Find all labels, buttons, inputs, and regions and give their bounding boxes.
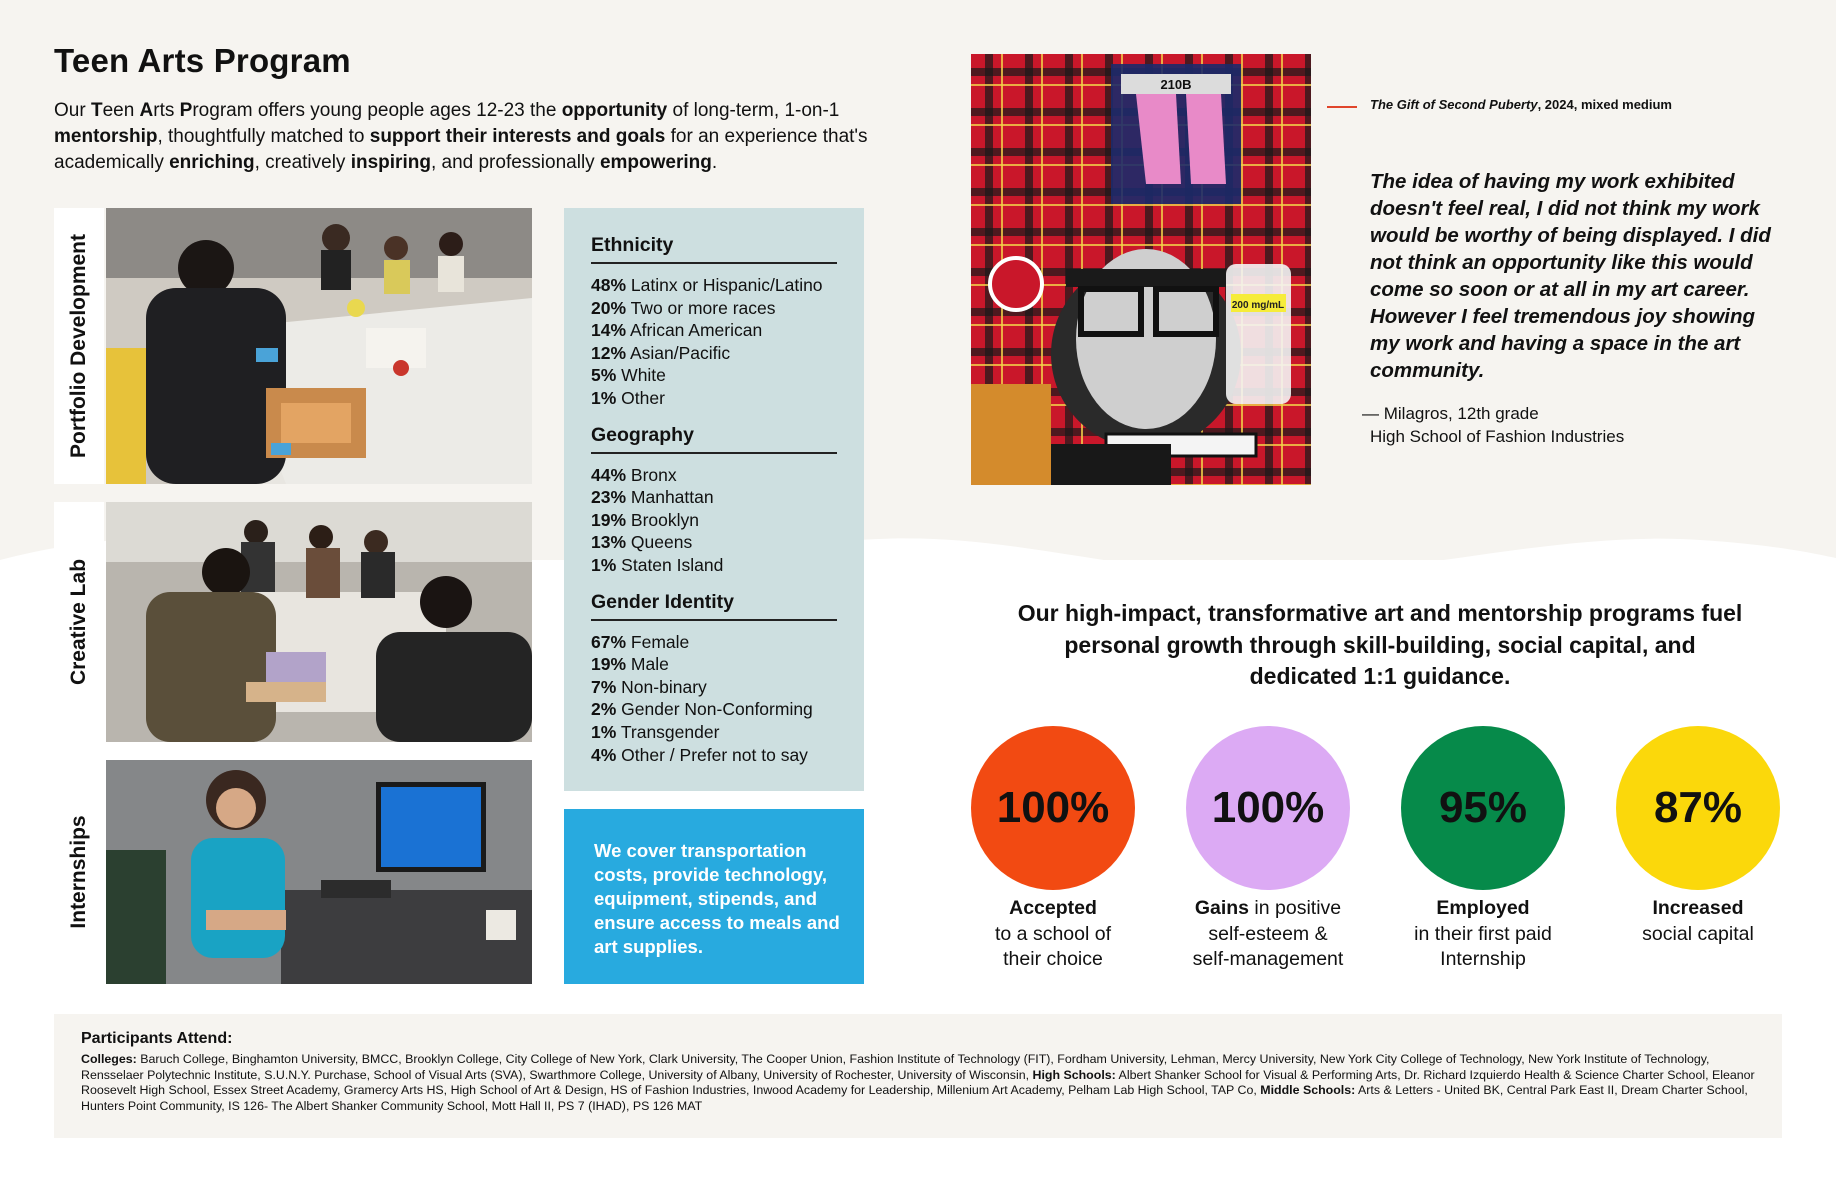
ethnicity-row <box>591 387 836 410</box>
support-callout: We cover transportation costs, provide technology, equipment, stipends, and ensure access to meals and art supplies. <box>564 809 864 984</box>
ethnicity-section <box>591 234 836 410</box>
geography-percent: 13% <box>591 532 627 553</box>
ethnicity-row <box>591 319 836 342</box>
svg-text:200 mg/mL: 200 mg/mL <box>1231 300 1285 311</box>
artwork-image <box>971 54 1311 485</box>
ethnicity-label: Asian/Pacific <box>629 342 731 363</box>
gender-label: Male <box>630 654 669 675</box>
page-title: Teen Arts Program <box>54 42 351 79</box>
geography-label: Brooklyn <box>630 509 699 530</box>
gender-label: Transgender <box>620 721 720 742</box>
label-internships: Internships <box>54 760 104 984</box>
gender-row <box>591 721 836 744</box>
quote-school: High School of Fashion Industries <box>1370 427 1625 446</box>
gender-section <box>591 591 836 767</box>
geography-label: Bronx <box>630 464 677 485</box>
metric-circle: 87% <box>1616 726 1780 890</box>
schools-list: Colleges: Baruch College, Binghamton University, BMCC, Brooklyn College, City College of New York, Clark University, The Cooper Union, Fashion Institute of Technology (FIT), Fordham University, Lehman, Mercy University, New York City College of Technology, New York Institute of Technology, Rensselaer Polytechnic Institute, S.U.N.Y. Purchase, School of Visual Arts (SVA), Swarthmore College, University of Albany, University of Rochester, University of Wisconsin, High Schools: Albert Shanker School for Visual & Performing Arts, Dr. Richard Izquierdo Health & Science Charter School, Eleanor Roosevelt High School, Essex Street Academy, Gramercy Arts HS, High School of Art & Design, HS of Fashion Industries, Inwood Academy for Leadership, Millenium Art Academy, Pelham Lab High School, TAP Co, Middle Schools: Arts & Letters - United BK, Central Park East II, Dream Charter School, Hunters Point Community, IS 126- The Albert Shanker Community School, Mott Hall II, PS 7 (IHAD), PS 126 MAT <box>81 1052 1755 1113</box>
label-portfolio-development: Portfolio Development <box>54 208 104 484</box>
gender-label: Other / Prefer not to say <box>621 744 808 765</box>
svg-text:210B: 210B <box>1160 77 1192 92</box>
geography-label: Manhattan <box>630 487 714 508</box>
geography-percent: 23% <box>591 487 627 508</box>
creative-lab-photo <box>106 502 532 742</box>
gender-percent: 7% <box>591 676 617 697</box>
ethnicity-percent: 12% <box>591 342 627 363</box>
ethnicity-label: African American <box>629 320 763 341</box>
gender-percent: 19% <box>591 654 627 675</box>
ethnicity-percent: 1% <box>591 387 617 408</box>
geography-heading: Geography <box>591 424 837 454</box>
metric-circle: 95% <box>1401 726 1565 890</box>
geography-section <box>591 424 836 577</box>
gender-row <box>591 676 836 699</box>
ethnicity-percent: 14% <box>591 320 627 341</box>
ethnicity-row <box>591 297 836 320</box>
metric-circle: 100% <box>971 726 1135 890</box>
demographics-panel <box>564 208 864 791</box>
metric-label: Accepted to a school of their choice <box>995 897 1111 970</box>
ethnicity-heading: Ethnicity <box>591 234 837 264</box>
geography-row <box>591 486 836 509</box>
artwork-caption: The Gift of Second Puberty, 2024, mixed medium <box>1370 97 1672 112</box>
quote-attribution <box>1362 402 1624 448</box>
quote-author: — Milagros, 12th grade <box>1362 404 1539 423</box>
gender-label: Non-binary <box>621 676 707 697</box>
gender-percent: 67% <box>591 631 627 652</box>
gender-row <box>591 744 836 767</box>
ethnicity-label: Other <box>621 387 665 408</box>
gender-percent: 1% <box>591 721 617 742</box>
ethnicity-row <box>591 342 836 365</box>
gender-percent: 2% <box>591 699 617 720</box>
internships-photo <box>106 760 532 984</box>
metric-label: Employed in their first paid Internship <box>1414 897 1552 970</box>
ethnicity-label: White <box>621 365 666 386</box>
portfolio-development-photo <box>106 208 532 484</box>
geography-percent: 1% <box>591 554 617 575</box>
ethnicity-percent: 48% <box>591 275 627 295</box>
ethnicity-label: Latinx or Hispanic/Latino <box>630 275 823 295</box>
geography-row <box>591 554 836 577</box>
gender-row <box>591 631 836 654</box>
geography-row <box>591 509 836 532</box>
ethnicity-percent: 5% <box>591 365 617 386</box>
ethnicity-row <box>591 364 836 387</box>
ethnicity-row <box>591 274 836 297</box>
metric-label: Gains in positive self-esteem & self-management <box>1192 897 1344 970</box>
participants-attend-panel <box>54 1014 1782 1138</box>
metric-label: Increased social capital <box>1642 897 1754 945</box>
geography-label: Staten Island <box>621 554 724 575</box>
student-quote: The idea of having my work exhibited doesn't feel real, I did not think my work would be worthy of being displayed. I did not think an opportunity like this would come so soon or at all in my art career. However I feel tremendous joy showing my work and having a space in the art community. <box>1370 170 1771 382</box>
label-creative-lab: Creative Lab <box>54 502 104 742</box>
geography-percent: 44% <box>591 464 627 485</box>
geography-label: Queens <box>630 532 693 553</box>
gender-heading: Gender Identity <box>591 591 837 621</box>
intro-paragraph: Our Teen Arts Program offers young people ages 12-23 the opportunity of long-term, 1-on-1 mentorship, thoughtfully matched to support their interests and goals for an experience that's academically enriching, creatively inspiring, and professionally empowering. <box>54 100 868 173</box>
ethnicity-percent: 20% <box>591 297 627 318</box>
ethnicity-label: Two or more races <box>630 297 776 318</box>
participants-attend-title: Participants Attend: <box>81 1030 233 1047</box>
gender-label: Female <box>630 631 690 652</box>
gender-percent: 4% <box>591 744 617 765</box>
gender-row <box>591 698 836 721</box>
geography-row <box>591 531 836 554</box>
gender-label: Gender Non-Conforming <box>621 699 813 720</box>
metric-circle: 100% <box>1186 726 1350 890</box>
caption-accent-line <box>1327 106 1357 108</box>
gender-row <box>591 653 836 676</box>
geography-percent: 19% <box>591 509 627 530</box>
geography-row <box>591 464 836 487</box>
impact-statement: Our high-impact, transformative art and mentorship programs fuel personal growth through skill-building, social capital, and dedicated 1:1 guidance. <box>1017 600 1743 689</box>
